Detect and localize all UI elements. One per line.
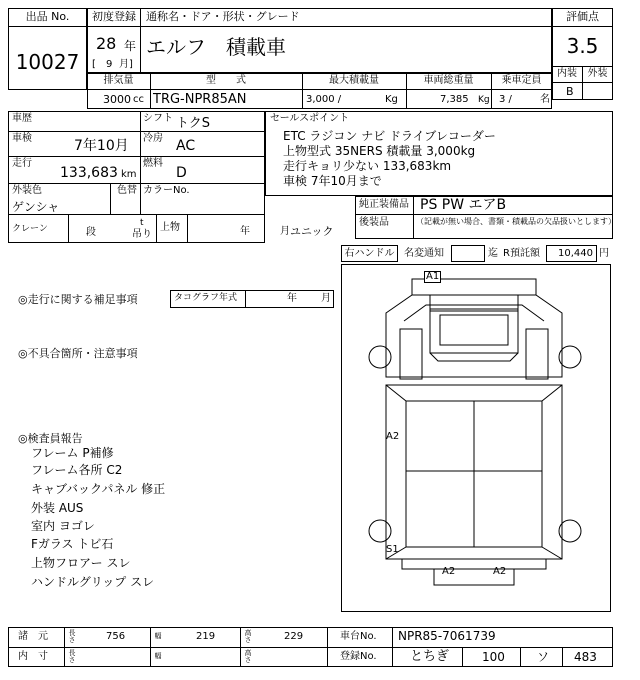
- plate-kana: ソ: [537, 650, 550, 664]
- lot-number: 10027: [15, 50, 80, 74]
- model-type-value: TRG-NPR85AN: [153, 92, 247, 107]
- height-value: 229: [284, 631, 304, 642]
- width-label: 幅: [154, 652, 162, 660]
- height-label: 高さ: [244, 649, 252, 664]
- damage-mark: A1: [426, 271, 440, 282]
- plate-class: 100: [482, 650, 505, 664]
- length-label: 長さ: [68, 649, 76, 664]
- crane-label: クレーン: [12, 224, 48, 234]
- damage-mark: A2: [493, 566, 507, 577]
- color-change-label: 色替: [117, 185, 137, 196]
- driving-notes-label: ◎走行に関する補足事項: [18, 293, 138, 306]
- crane-hang: 吊り: [132, 229, 152, 240]
- model-name: エルフ 積載車: [146, 35, 286, 59]
- crane-ton: t: [140, 218, 144, 228]
- model-label: 通称名・ドア・形状・グレード: [146, 10, 300, 23]
- damage-mark: A2: [386, 431, 400, 442]
- inspector-line: Fガラス トビ石: [31, 537, 114, 551]
- vehicle-diagram: [341, 264, 611, 612]
- plate-number: 483: [574, 650, 597, 664]
- tachograph-label: タコグラフ年式: [174, 293, 238, 303]
- sales-point-line: 走行キョリ少ない 133,683km: [283, 159, 452, 173]
- deadline-label: 迄: [488, 248, 498, 259]
- reg-year-unit: 年: [124, 39, 137, 53]
- right-hand-flag: 右ハンドル: [344, 248, 395, 259]
- mileage-unit: km: [121, 169, 137, 180]
- inspector-line: ハンドルグリップ スレ: [31, 575, 155, 589]
- plate-label: 登録No.: [340, 651, 377, 662]
- damage-mark: S1: [386, 544, 399, 555]
- name-change-label: 名変通知: [404, 248, 444, 259]
- aftermarket-note: （記載が無い場合、書類・積載品の欠品扱いとします）: [416, 217, 616, 226]
- capacity-value: 3 /: [499, 94, 512, 105]
- interior-dims-label: 内 寸: [18, 651, 48, 662]
- name-change-box: [451, 245, 485, 262]
- shift-label: シフト: [143, 113, 173, 124]
- max-load-unit: Kg: [385, 94, 398, 105]
- reg-month-open: [: [92, 59, 96, 70]
- ext-color-value: ゲンシャ: [12, 200, 60, 214]
- fuel-value: D: [176, 165, 187, 181]
- reg-month: 9: [106, 59, 113, 70]
- sales-point-line: ETC ラジコン ナビ ドライブレコーダー: [283, 129, 496, 143]
- aircon-value: AC: [176, 138, 196, 154]
- length-label: 長さ: [68, 629, 76, 644]
- inspector-line: 室内 ヨゴレ: [31, 519, 95, 533]
- grade-value: 3.5: [566, 34, 599, 58]
- history-label: 車歴: [12, 113, 32, 124]
- height-label: 高さ: [244, 629, 252, 644]
- mileage-label: 走行: [12, 158, 32, 169]
- inspector-line: キャブバックパネル 修正: [31, 482, 166, 496]
- chassis-value: NPR85-7061739: [398, 629, 496, 643]
- damage-mark: A2: [442, 566, 456, 577]
- type-label: 型 式: [206, 75, 246, 86]
- displacement-label: 排気量: [103, 75, 134, 86]
- length-value: 756: [106, 631, 126, 642]
- capacity-unit: 名: [540, 94, 550, 105]
- ext-color-label: 外装色: [12, 185, 42, 196]
- interior-grade-value: B: [566, 85, 574, 98]
- gross-weight-unit: Kg: [478, 95, 490, 105]
- inspection-label: 車検: [12, 133, 32, 144]
- gross-weight-value: 7,385: [440, 94, 469, 105]
- lot-label: 出品 No.: [25, 10, 70, 23]
- bed-month: 月: [280, 226, 290, 237]
- inspector-line: 外装 AUS: [31, 501, 84, 515]
- inspector-line: フレーム各所 C2: [31, 463, 123, 477]
- displacement-value: 3000: [103, 93, 131, 106]
- first-reg-label: 初度登録: [92, 10, 136, 23]
- aircon-label: 冷房: [143, 133, 163, 144]
- recycle-label: R預託額: [503, 248, 540, 259]
- mileage-value: 133,683: [60, 165, 118, 181]
- dims-label: 諸 元: [18, 631, 48, 642]
- gross-weight-label: 車両総重量: [423, 75, 474, 86]
- crane-stage: 段: [86, 227, 96, 238]
- aftermarket-label: 後装品: [359, 217, 389, 228]
- reg-month-unit: 月]: [119, 59, 133, 70]
- exterior-grade-label: 外装: [587, 68, 608, 79]
- width-value: 219: [196, 631, 216, 642]
- reg-year: 28: [96, 34, 117, 53]
- displacement-unit: cc: [133, 94, 144, 105]
- recycle-unit: 円: [599, 248, 609, 259]
- chassis-label: 車台No.: [340, 631, 377, 642]
- genuine-equip-label: 純正装備品: [359, 199, 409, 210]
- fuel-label: 燃料: [143, 158, 163, 169]
- tachograph-year: 年: [287, 293, 297, 304]
- defects-label: ◎不具合箇所・注意事項: [18, 347, 138, 360]
- color-code-label: カラーNo.: [143, 185, 190, 196]
- max-load-label: 最大積載量: [329, 75, 379, 86]
- truck-outline-svg: [342, 265, 610, 611]
- sales-point-line: 車検 7年10月まで: [283, 174, 382, 188]
- capacity-label: 乗車定員: [501, 75, 542, 86]
- inspector-line: フレーム P補修: [31, 446, 114, 460]
- inspector-label: ◎検査員報告: [18, 432, 83, 445]
- inspector-line: 上物フロアー スレ: [31, 556, 131, 570]
- shift-value: トクS: [176, 116, 210, 131]
- bed-label: 上物: [160, 222, 180, 233]
- bed-year: 年: [240, 226, 250, 237]
- inspection-value: 7年10月: [74, 138, 129, 154]
- sales-points-label: セールスポイント: [270, 113, 350, 124]
- tachograph-month: 月: [321, 293, 331, 304]
- interior-grade-label: 内装: [557, 68, 577, 79]
- bed-maker: ユニック: [290, 225, 334, 238]
- width-label: 幅: [154, 632, 162, 640]
- recycle-amount: 10,440: [558, 248, 593, 259]
- genuine-equip-value: PS PW エアB: [420, 197, 507, 213]
- grade-label: 評価点: [566, 10, 599, 23]
- plate-region: とちぎ: [410, 649, 450, 664]
- sales-point-line: 上物型式 35NERS 積載量 3,000kg: [283, 144, 476, 158]
- max-load-value: 3,000 /: [306, 94, 342, 105]
